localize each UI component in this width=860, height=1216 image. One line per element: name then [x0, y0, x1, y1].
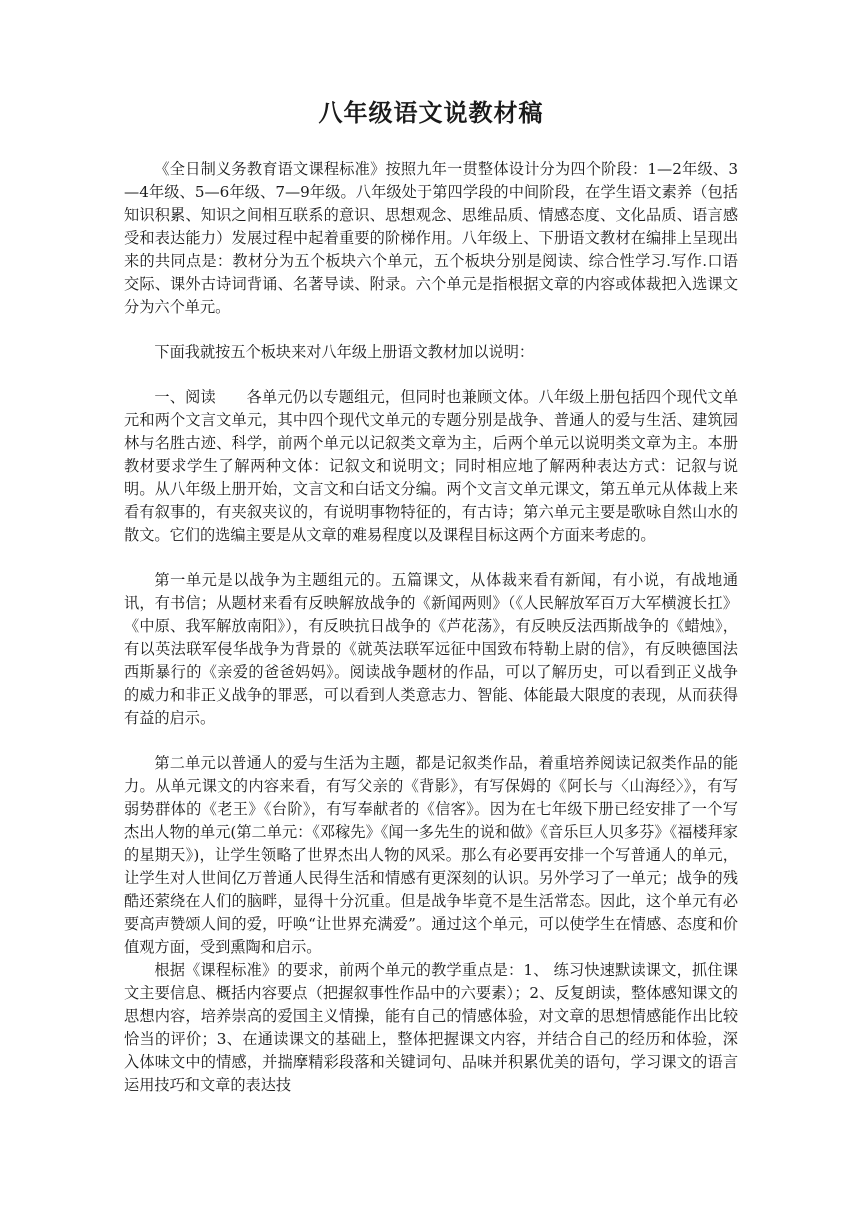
- paragraph-teaching-focus: 根据《课程标准》的要求，前两个单元的教学重点是：1、 练习快速默读课文，抓住课文主要信息、概括内容要点（把握叙事性作品中的六要素）；2、反复朗读，整体感知课文的思想内容，培养崇高的爱国主义情操，能有自己的情感体验，对文章的思想情感能作出比较恰当的评价；3、在通读课文的基础上，整体把握课文内容，并结合自己的经历和体验，深入体味文中的情感，并揣摩精彩段落和关键词句、品味并积累优美的语句，学习课文的语言运用技巧和文章的表达技: [124, 961, 738, 1094]
- paragraph-unit-one: 第一单元是以战争为主题组元的。五篇课文，从体裁来看有新闻，有小说，有战地通讯，有书信；从题材来看有反映解放战争的《新闻两则》（《人民解放军百万大军横渡长扛》《中原、我军解放南阳》），有反映抗日战争的《芦花荡》，有反映反法西斯战争的《蜡烛》，有以英法联军侵华战争为背景的《就英法联军远征中国致布特勒上尉的信》，有反映德国法西斯暴行的《亲爱的爸爸妈妈》。阅读战争题材的作品，可以了解历史，可以看到正义战争的威力和非正义战争的罪恶，可以看到人类意志力、智能、体能最大限度的表现，从而获得有益的启示。: [124, 571, 738, 727]
- paragraph-spacer: [124, 730, 738, 752]
- paragraph-spacer: [124, 319, 738, 341]
- paragraph-spacer: [124, 547, 738, 569]
- paragraph-unit-two: 第二单元以普通人的爱与生活为主题，都是记叙类作品，着重培养阅读记叙类作品的能力。从单元课文的内容来看，有写父亲的《背影》，有写保姆的《阿长与〈山海经〉》，有写弱势群体的《老王》《台阶》，有写奉献者的《信客》。因为在七年级下册已经安排了一个写杰出人物的单元(第二单元：《邓稼先》《闻一多先生的说和做》《音乐巨人贝多芬》《福楼拜家的星期天》)，让学生领略了世界杰出人物的风采。那么有必要再安排一个写普通人的单元，让学生对人世间亿万普通人民得生活和情感有更深刻的认识。另外学习了一单元；战争的残酷还萦绕在人们的脑畔，显得十分沉重。但是战争毕竟不是生活常态。因此，这个单元有必要高声赞颂人间的爱，吁唤“让世界充满爱”。通过这个单元，可以使学生在情感、态度和价值观方面，受到熏陶和启示。: [124, 754, 738, 956]
- document-page: [124, 96, 738, 1097]
- paragraph-overview: 下面我就按五个板块来对八年级上册语文教材加以说明：: [154, 343, 535, 361]
- paragraph-intro: 《全日制义务教育语文课程标准》按照九年一贯整体设计分为四个阶段：1—2年级、3—4年级、5—6年级、7—9年级。八年级处于第四学段的中间阶段，在学生语文素养（包括知识积累、知识之间相互联系的意识、思想观念、思维品质、情感态度、文化品质、语言感受和表达能力）发展过程中起着重要的阶梯作用。八年级上、下册语文教材在编排上呈现出来的共同点是：教材分为五个板块六个单元，五个板块分别是阅读、综合性学习.写作.口语交际、课外古诗词背诵、名著导读、附录。六个单元是指根据文章的内容或体裁把入选课文分为六个单元。: [124, 160, 738, 316]
- paragraph-spacer: [124, 364, 738, 386]
- document-title: 八年级语文说教材稿: [318, 99, 544, 127]
- paragraph-reading: 一、阅读 各单元仍以专题组元，但同时也兼顾文体。八年级上册包括四个现代文单元和两个文言文单元，其中四个现代文单元的专题分别是战争、普通人的爱与生活、建筑园林与名胜古迹、科学，前两个单元以记叙类文章为主，后两个单元以说明类文章为主。本册教材要求学生了解两种文体：记叙文和说明文；同时相应地了解两种表达方式：记叙与说明。从八年级上册开始，文言文和白话文分编。两个文言文单元课文，第五单元从体裁上来看有叙事的，有夹叙夹议的，有说明事物特征的，有古诗；第六单元主要是歌咏自然山水的散文。它们的选编主要是从文章的难易程度以及课程目标这两个方面来考虑的。: [124, 388, 738, 544]
